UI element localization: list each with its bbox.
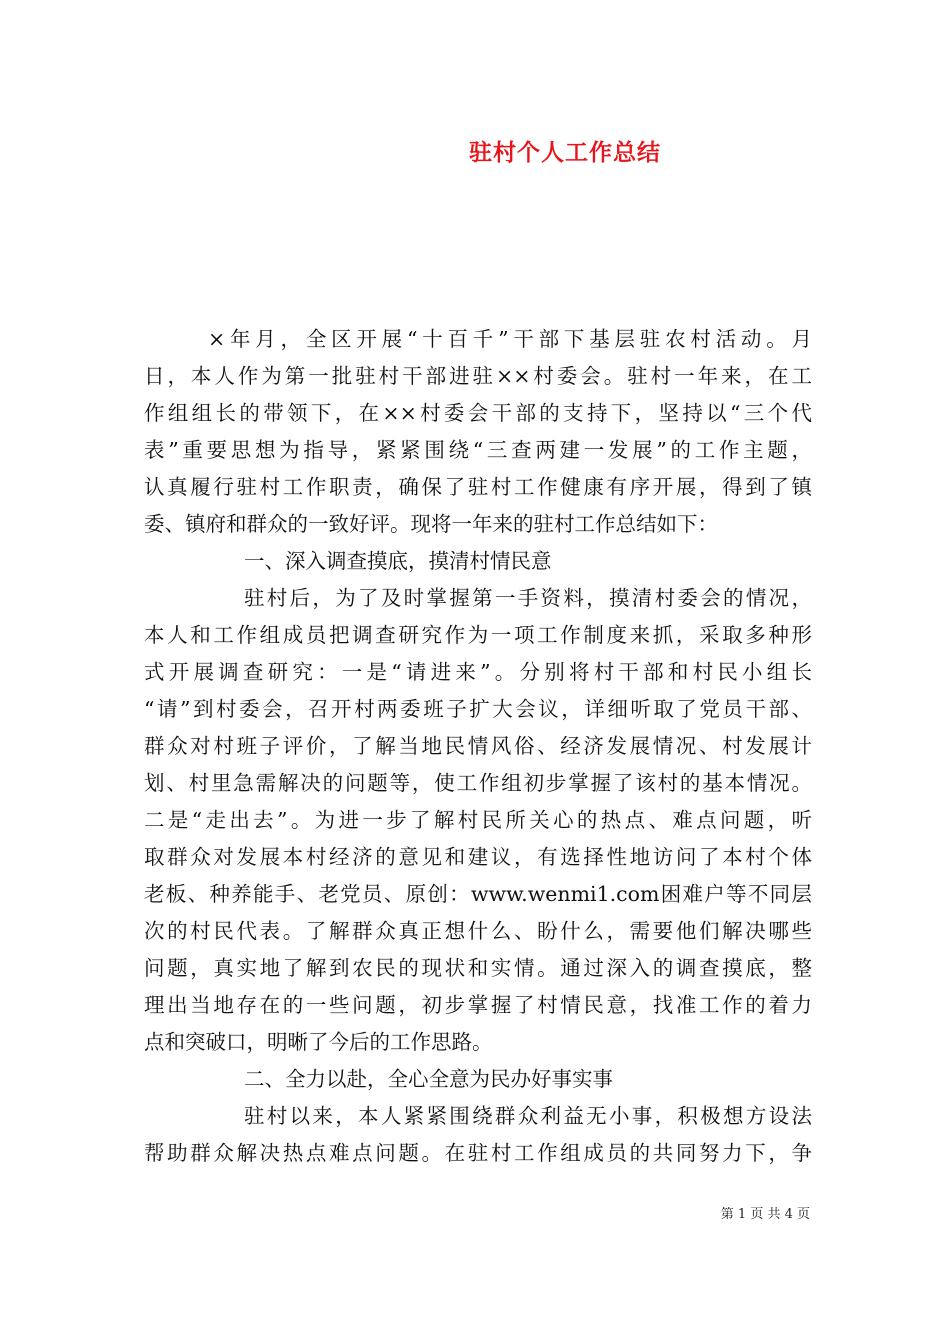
body-line: 日，本人作为第一批驻村干部进驻××村委会。驻村一年来，在工 <box>144 364 812 388</box>
body-line: 认真履行驻村工作职责，确保了驻村工作健康有序开展，得到了镇 <box>144 475 812 499</box>
body-line: 本人和工作组成员把调查研究作为一项工作制度来抓，采取多种形 <box>144 623 812 647</box>
body-line: 问题，真实地了解到农民的现状和实情。通过深入的调查摸底，整 <box>144 956 812 980</box>
body-line: 老板、种养能手、老党员、原创：www.wenmi1.com困难户等不同层 <box>144 882 812 906</box>
document-title: 驻村个人工作总结 <box>469 139 661 166</box>
body-line: 驻村后，为了及时掌握第一手资料，摸清村委会的情况， <box>244 586 812 610</box>
body-line: 理出当地存在的一些问题，初步掌握了村情民意，找准工作的着力 <box>144 993 812 1017</box>
page-number-footer: 第 1 页 共 4 页 <box>720 1207 810 1222</box>
body-line: 次的村民代表。了解群众真正想什么、盼什么，需要他们解决哪些 <box>144 919 812 943</box>
body-line: 帮助群众解决热点难点问题。在驻村工作组成员的共同努力下，争 <box>144 1141 812 1165</box>
document-body <box>144 321 812 1172</box>
body-line: “请”到村委会，召开村两委班子扩大会议，详细听取了党员干部、 <box>144 697 812 721</box>
body-line: 驻村以来，本人紧紧围绕群众利益无小事，积极想方设法 <box>244 1104 812 1128</box>
body-line: ×年月，全区开展“十百千”干部下基层驻农村活动。月 <box>208 327 812 351</box>
body-line: 二是“走出去”。为进一步了解村民所关心的热点、难点问题，听 <box>144 808 812 832</box>
body-line: 作组组长的带领下，在××村委会干部的支持下，坚持以“三个代 <box>144 401 812 425</box>
body-line: 划、村里急需解决的问题等，使工作组初步掌握了该村的基本情况。 <box>144 771 812 795</box>
body-line: 点和突破口，明晰了今后的工作思路。 <box>144 1030 493 1054</box>
body-line: 取群众对发展本村经济的意见和建议，有选择性地访问了本村个体 <box>144 845 812 869</box>
body-line: 一、深入调查摸底，摸清村情民意 <box>244 549 552 573</box>
body-line: 群众对村班子评价，了解当地民情风俗、经济发展情况、村发展计 <box>144 734 812 758</box>
body-line: 表”重要思想为指导，紧紧围绕“三查两建一发展”的工作主题， <box>144 438 812 462</box>
body-line: 委、镇府和群众的一致好评。现将一年来的驻村工作总结如下： <box>144 512 718 536</box>
body-line: 二、全力以赴，全心全意为民办好事实事 <box>244 1067 613 1091</box>
body-line: 式开展调查研究：一是“请进来”。分别将村干部和村民小组长 <box>144 660 812 684</box>
